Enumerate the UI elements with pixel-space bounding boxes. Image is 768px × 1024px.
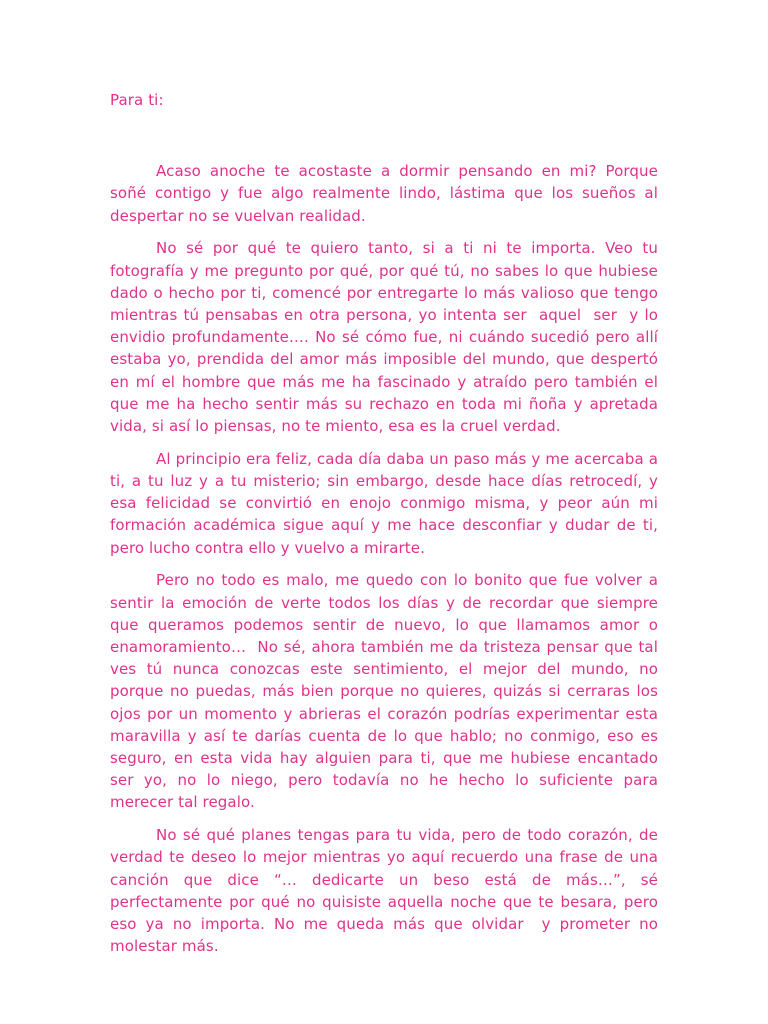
letter-paragraph-2: No sé por qué te quiero tanto, si a ti ni te importa. Veo tu fotografía y me pregunto por qué, por qué tú, no sabes lo que hubiese dado o hecho por ti, comencé por entregarte lo más valioso que tengo mientras tú pensabas en otra persona, yo intenta ser aquel ser y lo envidio profundamente…. No sé cómo fue, ni cuándo sucedió pero allí estaba yo, prendida del amor más imposible del mundo, que despertó en mí el hombre que más me ha fascinado y atraído pero también el que me ha hecho sentir más su rechazo en toda mi ñoña y apretada vida, si así lo piensas, no te miento, esa es la cruel verdad. [110,239,663,436]
letter-paragraph-3: Al principio era feliz, cada día daba un paso más y me acercaba a ti, a tu luz y a tu misterio; sin embargo, desde hace días retrocedí, y esa felicidad se convirtió en enojo conmigo misma, y peor aún mi formación académica sigue aquí y me hace desconfiar y dudar de ti, pero lucho contra ello y vuelvo a mirarte. [110,449,663,557]
letter-body [110,89,663,968]
letter-greeting: Para ti: [110,91,164,109]
letter-paragraph-1: Acaso anoche te acostaste a dormir pensando en mi? Porque soñé contigo y fue algo realmente lindo, lástima que los sueños al despertar no se vuelvan realidad. [110,162,663,225]
letter-paragraph-5: No sé qué planes tengas para tu vida, pero de todo corazón, de verdad te deseo lo mejor mientras yo aquí recuerdo una frase de una canción que dice “… dedicarte un beso está de más…”, sé perfectamente por qué no quisiste aquella noche que te besara, pero eso ya no importa. No me queda más que olvidar y prometer no molestar más. [110,826,663,956]
letter-paragraph-4: Pero no todo es malo, me quedo con lo bonito que fue volver a sentir la emoción de verte todos los días y de recordar que siempre que queramos podemos sentir de nuevo, lo que llamamos amor o enamoramiento… No sé, ahora también me da tristeza pensar que tal ves tú nunca conozcas este sentimiento, el mejor del mundo, no porque no puedas, más bien porque no quieres, quizás si cerraras los ojos por un momento y abrieras el corazón podrías experimentar esta maravilla y así te darías cuenta de lo que hablo; no conmigo, eso es seguro, en esta vida hay alguien para ti, que me hubiese encantado ser yo, no lo niego, pero todavía no he hecho lo suficiente para merecer tal regalo. [110,571,663,812]
